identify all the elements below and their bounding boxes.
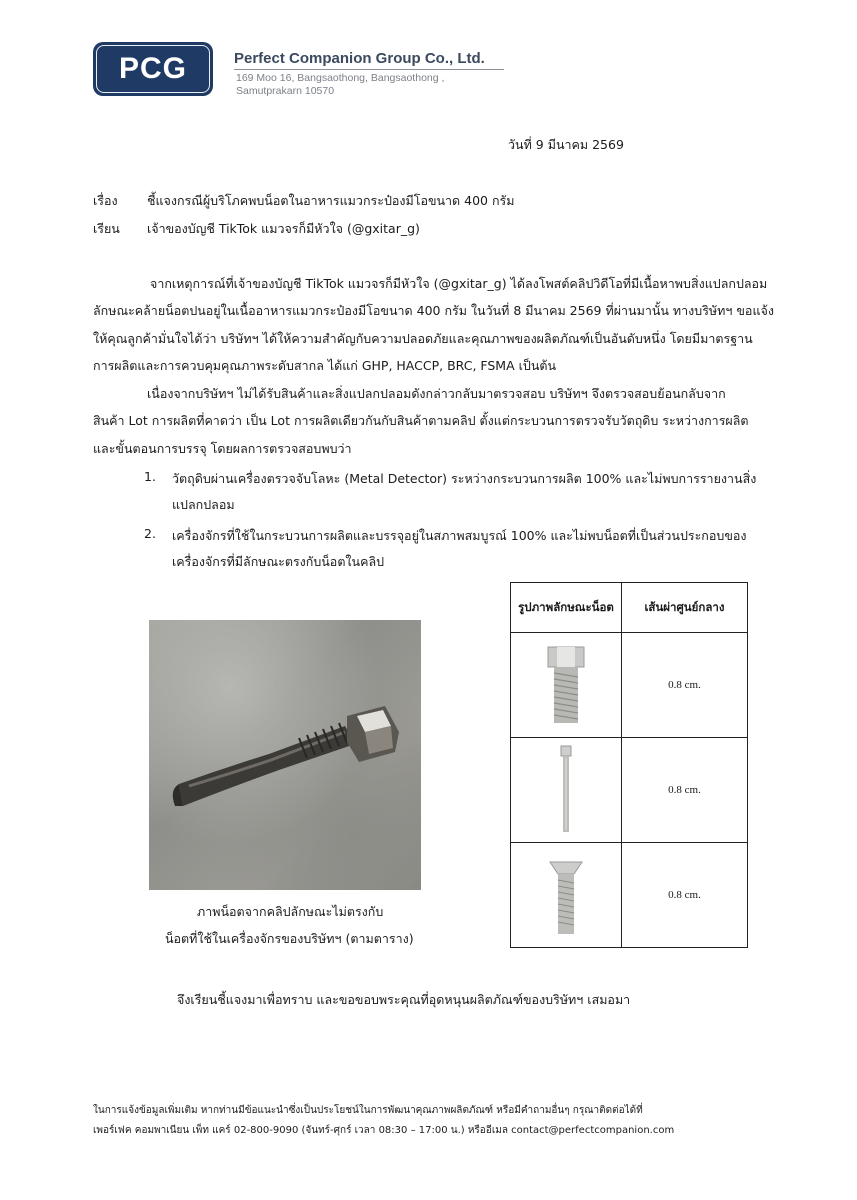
clip-bolt-photo <box>149 620 421 890</box>
bolt-comparison-table <box>510 582 748 948</box>
paragraph2-line: สินค้า Lot การผลิตที่คาดว่า เป็น Lot การผลิตเดียวกันกับสินค้าตามคลิป ตั้งแต่กระบวนการตรวจรับวัตถุดิบ ระหว่างการผลิต <box>93 413 749 428</box>
bent-bolt-image <box>149 620 421 890</box>
hex-bolt-image <box>536 639 596 729</box>
photo-caption-line: น็อตที่ใช้ในเครื่องจักรของบริษัทฯ (ตามตาราง) <box>165 931 414 946</box>
bolt-image-cell <box>511 843 622 948</box>
countersunk-screw-image <box>536 848 596 940</box>
closing-text: จึงเรียนชี้แจงมาเพื่อทราบ และขอขอบพระคุณที่อุดหนุนผลิตภัณฑ์ของบริษัทฯ เสมอมา <box>177 992 631 1007</box>
recipient-text: เจ้าของบัญชี TikTok แมวจรก็มีหัวใจ (@gxitar_g) <box>147 221 420 236</box>
logo-text: PCG <box>96 45 210 93</box>
paragraph1-line: การผลิตและการควบคุมคุณภาพระดับสากล ได้แก่ GHP, HACCP, BRC, FSMA เป็นต้น <box>93 358 557 373</box>
paragraph1-line: ลักษณะคล้ายน็อตปนอยู่ในเนื้ออาหารแมวกระป๋องมีโอขนาด 400 กรัม ในวันที่ 8 มีนาคม 2569 ที่ผ่านมานั้น ทางบริษัทฯ ขอแจ้ง <box>93 303 774 318</box>
company-logo <box>93 42 213 96</box>
subject-text: ชี้แจงกรณีผู้บริโภคพบน็อตในอาหารแมวกระป๋องมีโอขนาด 400 กรัม <box>147 193 515 208</box>
table-header-row <box>511 583 748 633</box>
paragraph1-line: จากเหตุการณ์ที่เจ้าของบัญชี TikTok แมวจรก็มีหัวใจ (@gxitar_g) ได้ลงโพสต์คลิปวิดีโอที่มีเนื้อหาพบสิ่งแปลกปลอม <box>150 276 768 291</box>
paragraph2-line: เนื่องจากบริษัทฯ ไม่ได้รับสินค้าและสิ่งแปลกปลอมดังกล่าวกลับมาตรวจสอบ บริษัทฯ จึงตรวจสอบย้อนกลับจาก <box>147 386 726 401</box>
list-item-number: 1. <box>144 469 156 484</box>
paragraph1-line: ให้คุณลูกค้ามั่นใจได้ว่า บริษัทฯ ได้ให้ความสำคัญกับความปลอดภัยและคุณภาพของผลิตภัณฑ์เป็นอันดับหนึ่ง โดยมีมาตรฐาน <box>93 331 753 346</box>
table-header-cell: เส้นผ่าศูนย์กลาง <box>622 583 748 633</box>
company-name: Perfect Companion Group Co., Ltd. <box>234 50 485 67</box>
table-header-cell: รูปภาพลักษณะน็อต <box>511 583 622 633</box>
photo-caption-line: ภาพน็อตจากคลิปลักษณะไม่ตรงกับ <box>197 904 384 919</box>
list-item-line: เครื่องจักรที่มีลักษณะตรงกับน็อตในคลิป <box>172 554 385 569</box>
letter-date: วันที่ 9 มีนาคม 2569 <box>508 137 624 152</box>
list-item-line: เครื่องจักรที่ใช้ในกระบวนการผลิตและบรรจุอยู่ในสภาพสมบูรณ์ 100% และไม่พบน็อตที่เป็นส่วนประกอบของ <box>172 528 747 543</box>
footer-line: เพอร์เฟค คอมพาเนียน เพ็ท แคร์ 02-800-9090 (จันทร์-ศุกร์ เวลา 08:30 – 17:00 น.) หรืออีเมล contact@perfectcompanion.com <box>93 1125 675 1136</box>
bolt-image-cell <box>511 738 622 843</box>
company-address-line1: 169 Moo 16, Bangsaothong, Bangsaothong , <box>236 72 445 84</box>
list-item-line: วัตถุดิบผ่านเครื่องตรวจจับโลหะ (Metal Detector) ระหว่างกระบวนการผลิต 100% และไม่พบการรายงานสิ่ง <box>172 471 757 486</box>
table-row <box>511 843 748 948</box>
diameter-cell: 0.8 cm. <box>622 843 748 948</box>
paragraph2-line: และขั้นตอนการบรรจุ โดยผลการตรวจสอบพบว่า <box>93 441 352 456</box>
subject-label: เรื่อง <box>93 193 118 208</box>
recipient-label: เรียน <box>93 221 120 236</box>
cap-screw-image <box>546 742 586 836</box>
company-address-line2: Samutprakarn 10570 <box>236 85 335 97</box>
table-row <box>511 633 748 738</box>
diameter-cell: 0.8 cm. <box>622 633 748 738</box>
header-divider <box>234 69 504 70</box>
footer-line: ในการแจ้งข้อมูลเพิ่มเติม หากท่านมีข้อแนะนำซึ่งเป็นประโยชน์ในการพัฒนาคุณภาพผลิตภัณฑ์ หรือมีคำถามอื่นๆ กรุณาติดต่อได้ที่ <box>93 1105 643 1116</box>
list-item-line: แปลกปลอม <box>172 497 235 512</box>
diameter-cell: 0.8 cm. <box>622 738 748 843</box>
list-item-number: 2. <box>144 526 156 541</box>
bolt-image-cell <box>511 633 622 738</box>
table-row <box>511 738 748 843</box>
